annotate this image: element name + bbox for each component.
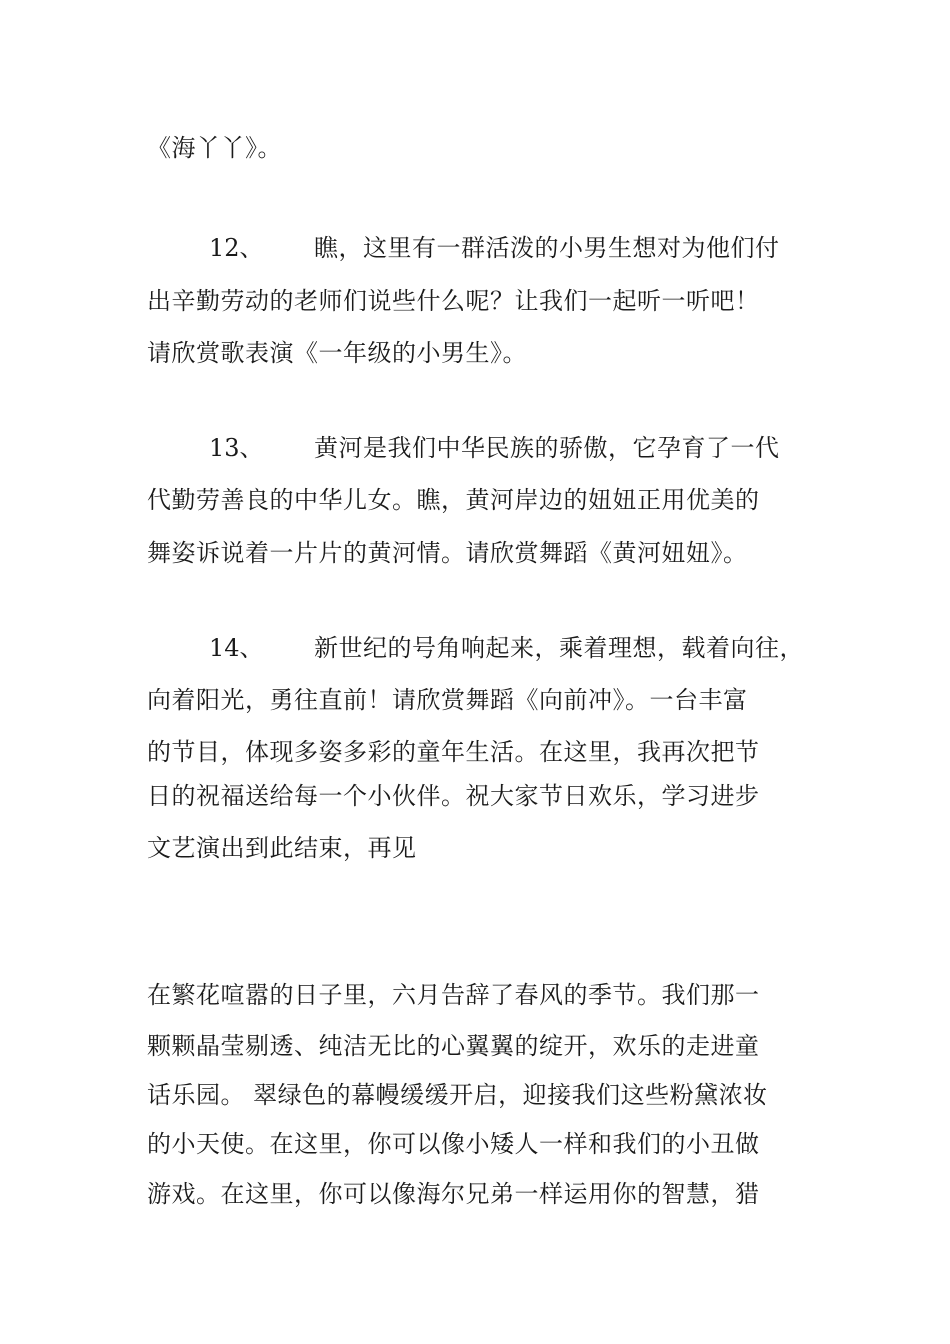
item-12-line-2: 出辛勤劳动的老师们说些什么呢？让我们一起听一听吧！ [147, 287, 760, 315]
item-13-line-1: 黄河是我们中华民族的骄傲，它孕育了一代 [314, 434, 780, 462]
closing-line-3: 话乐园。 翠绿色的幕幔缓缓开启，迎接我们这些粉黛浓妆 [147, 1081, 768, 1109]
item-14-line-1: 新世纪的号角响起来，乘着理想，载着向往， [314, 634, 804, 662]
item-12-line-1: 瞧，这里有一群活泼的小男生想对为他们付 [314, 234, 780, 262]
closing-line-1: 在繁花喧嚣的日子里，六月告辞了春风的季节。我们那一 [147, 981, 760, 1009]
item-number-13: 13、 [209, 434, 264, 462]
intro-line: 《海丫丫》。 [147, 134, 282, 162]
closing-line-5: 游戏。在这里，你可以像海尔兄弟一样运用你的智慧，猎 [147, 1180, 760, 1208]
item-14-line-4: 日的祝福送给每一个小伙伴。祝大家节日欢乐，学习进步 [147, 782, 760, 810]
closing-line-4: 的小天使。在这里，你可以像小矮人一样和我们的小丑做 [147, 1130, 760, 1158]
item-14-line-2: 向着阳光，勇往直前！请欣赏舞蹈《向前冲》。一台丰富 [147, 686, 748, 714]
item-12-line-3: 请欣赏歌表演《一年级的小男生》。 [147, 339, 527, 367]
item-number-14: 14、 [209, 634, 264, 662]
item-14-line-3: 的节目，体现多姿多彩的童年生活。在这里，我再次把节 [147, 738, 760, 766]
closing-line-2: 颗颗晶莹剔透、纯洁无比的心翼翼的绽开，欢乐的走进童 [147, 1032, 760, 1060]
item-13-line-2: 代勤劳善良的中华儿女。瞧，黄河岸边的妞妞正用优美的 [147, 486, 760, 514]
item-14-line-5: 文艺演出到此结束，再见 [147, 834, 417, 862]
item-13-line-3: 舞姿诉说着一片片的黄河情。请欣赏舞蹈《黄河妞妞》。 [147, 539, 748, 567]
item-number-12: 12、 [209, 234, 264, 262]
